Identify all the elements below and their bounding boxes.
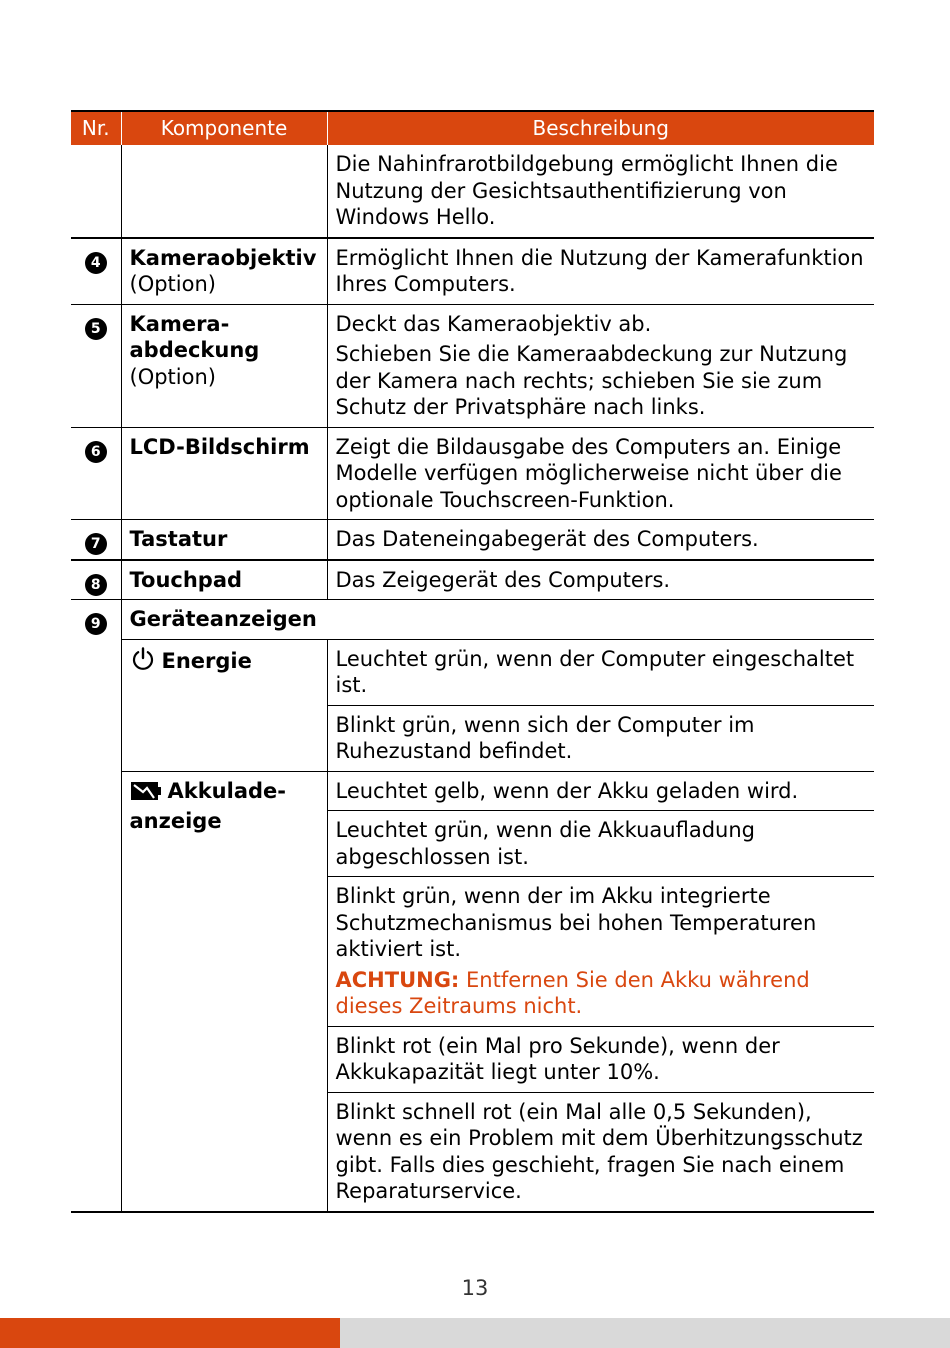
akku-desc5: Blinkt schnell rot (ein Mal alle 0,5 Sekunden), wenn es ein Problem mit dem Überhitzungsschutz gibt. Falls dies geschieht, fragen Sie nach einem Reparaturservice. [335,1099,863,1203]
table-row [71,600,874,640]
row7-desc: Das Dateneingabegerät des Computers. [335,527,759,551]
row5-desc2: Schieben Sie die Kameraabdeckung zur Nutzung der Kamera nach rechts; schieben Sie sie zum Schutz der Privatsphäre nach links. [335,342,848,419]
number-badge-7: 7 [85,533,107,555]
warning-label: ACHTUNG: [335,967,460,992]
table-row [71,560,874,600]
row5-desc1: Deckt das Kameraobjektiv ab. [335,311,652,336]
row0-desc: Die Nahinfrarotbildgebung ermöglicht Ihnen die Nutzung der Gesichtsauthentifizierung von Windows Hello. [335,152,838,229]
table-row [71,304,874,427]
component-table [71,110,874,1213]
battery-charging-icon [130,780,162,809]
table-row [71,520,874,560]
number-badge-5: 5 [85,318,107,340]
component-tastatur: Tastatur [129,527,228,551]
header-komponente: Komponente [121,111,327,145]
table-header-row [71,111,874,145]
indicator-energie: Energie [161,648,252,673]
row4-desc: Ermöglicht Ihnen die Nutzung der Kamerafunktion Ihres Computers. [335,245,864,296]
option-note: (Option) [129,272,216,296]
indicator-akku-1: Akkulade- [167,778,286,803]
warning-text: Entfernen Sie den Akku während dieses Zeitraums nicht. [335,967,810,1018]
table-row [71,145,874,238]
number-badge-9: 9 [85,613,107,635]
number-badge-6: 6 [85,441,107,463]
akku-desc2: Leuchtet grün, wenn die Akkuaufladung abgeschlossen ist. [335,818,755,869]
row6-desc: Zeigt die Bildausgabe des Computers an. Einige Modelle verfügen möglicherweise nicht über die optionale Touchscreen-Funktion. [335,434,842,512]
table-row [71,771,874,811]
footer-accent-bar [0,1318,340,1348]
row8-desc: Das Zeigegerät des Computers. [335,567,671,592]
number-badge-4: 4 [85,252,107,274]
component-kameraabdeckung-1: Kamera- [129,311,230,336]
table-row [71,238,874,305]
energie-desc2: Blinkt grün, wenn sich der Computer im Ruhezustand befindet. [335,712,755,763]
page-number: 13 [461,1276,489,1300]
warning-note [336,967,871,1020]
table-row [71,427,874,520]
option-note: (Option) [129,364,216,389]
power-icon [130,646,156,679]
component-geraeteanzeigen: Geräteanzeigen [129,607,317,631]
akku-desc4: Blinkt rot (ein Mal pro Sekunde), wenn der Akkukapazität liegt unter 10%. [335,1033,780,1084]
component-kameraabdeckung-2: abdeckung [129,338,260,362]
component-kameraobjektiv: Kameraobjektiv [129,245,317,270]
akku-desc3: Blinkt grün, wenn der im Akku integrierte Schutzmechanismus bei hohen Temperaturen aktiviert ist. [335,884,817,961]
component-lcd: LCD-Bildschirm [129,434,310,459]
energie-desc1: Leuchtet grün, wenn der Computer eingeschaltet ist. [335,646,855,697]
number-badge-8: 8 [85,574,107,596]
header-beschreibung: Beschreibung [327,111,874,145]
header-nr: Nr. [71,111,121,145]
indicator-akku-2: anzeige [129,809,222,833]
table-row [71,639,874,705]
akku-desc1: Leuchtet gelb, wenn der Akku geladen wird. [335,778,799,803]
component-touchpad: Touchpad [129,567,243,592]
footer-grey-bar [340,1318,950,1348]
